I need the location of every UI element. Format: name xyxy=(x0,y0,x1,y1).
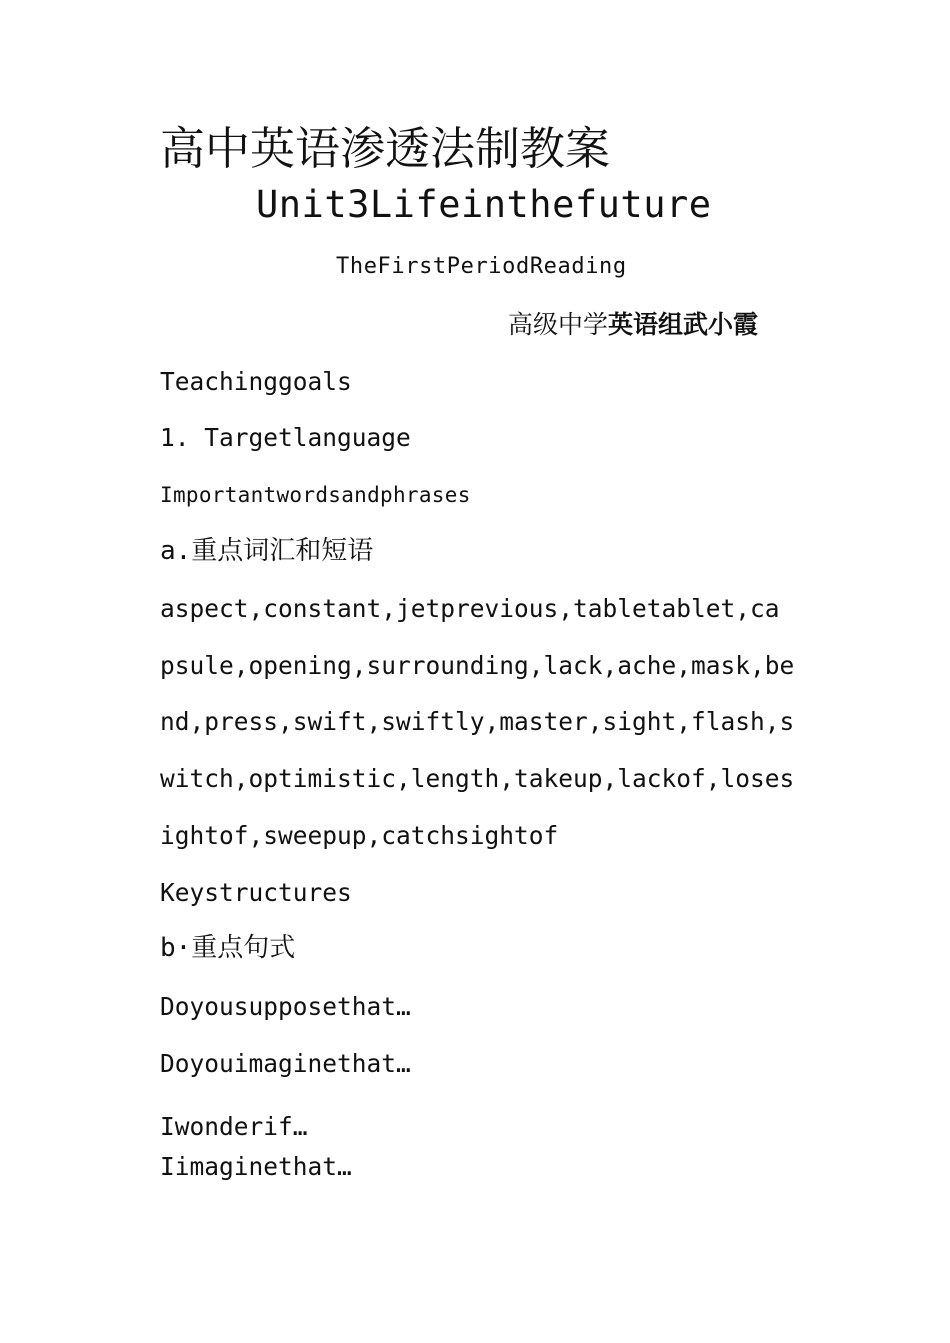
vocab-heading: a.重点词汇和短语 xyxy=(160,536,374,566)
sentence-pattern: Doyouimaginethat… xyxy=(160,1049,411,1078)
author-group-name: 英语组武小霞 xyxy=(608,310,759,339)
vocab-line: psule,opening,surrounding,lack,ache,mask,be xyxy=(160,651,795,680)
sentence-pattern: Doyousupposethat… xyxy=(160,992,411,1021)
document-subtitle: TheFirstPeriodReading xyxy=(336,254,627,279)
section-teaching-goals: Teachinggoals xyxy=(160,367,352,396)
vocab-line: nd,press,swift,swiftly,master,sight,flash,s xyxy=(160,707,795,736)
document-title-chinese: 高中英语渗透法制教案 xyxy=(160,122,611,175)
author-school: 高级中学 xyxy=(508,310,609,339)
section-target-language: 1. Targetlanguage xyxy=(160,423,411,452)
vocab-line: aspect,constant,jetprevious,tabletablet,ca xyxy=(160,594,780,623)
sentence-heading: b·重点句式 xyxy=(160,933,296,963)
sentence-pattern: Iimaginethat… xyxy=(160,1152,352,1181)
document-title-english: Unit3Lifeinthefuture xyxy=(256,183,712,226)
vocab-line: witch,optimistic,length,takeup,lackof,loses xyxy=(160,764,795,793)
author-line xyxy=(508,312,758,337)
sentence-pattern: Iwonderif… xyxy=(160,1112,308,1141)
key-structures-label: Keystructures xyxy=(160,878,352,907)
important-words-label: Importantwordsandphrases xyxy=(160,483,471,507)
vocab-line: ightof,sweepup,catchsightof xyxy=(160,821,559,850)
